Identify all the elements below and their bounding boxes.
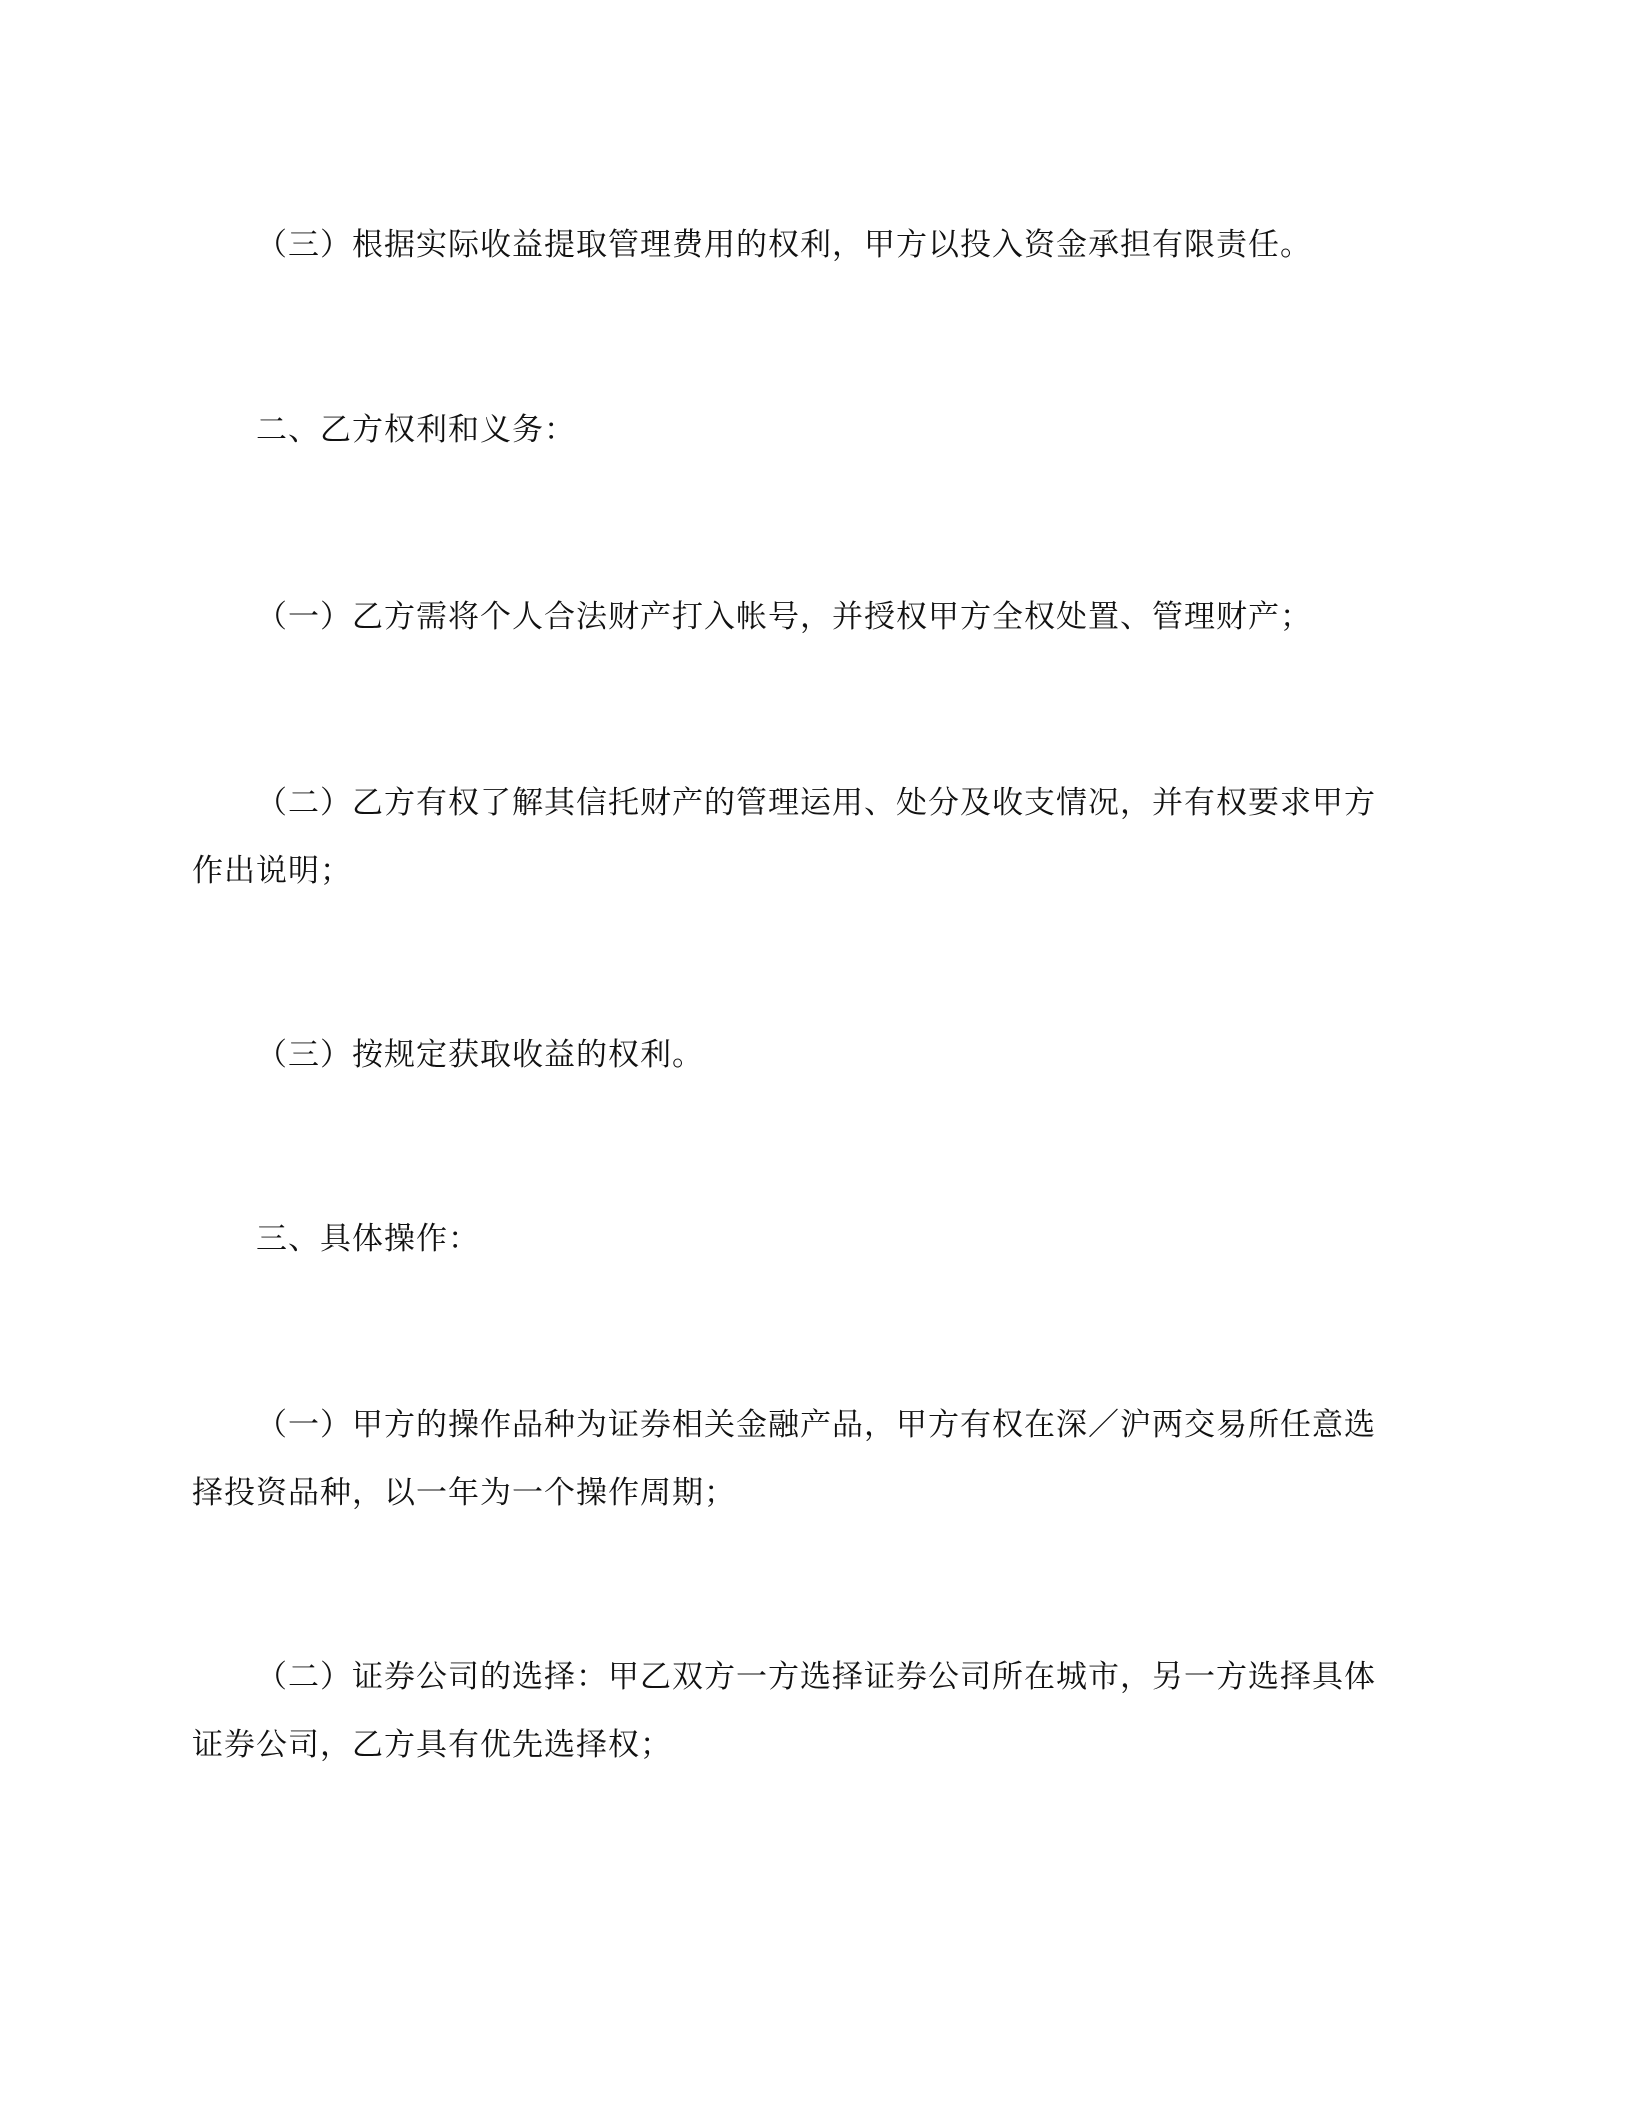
paragraph-management-fee-right: （三）根据实际收益提取管理费用的权利，甲方以投入资金承担有限责任。 [256, 227, 1312, 263]
paragraph-party-b-information-right: （二）乙方有权了解其信托财产的管理运用、处分及收支情况，并有权要求甲方作出说明； [192, 785, 1376, 889]
paragraph-party-b-deposit: （一）乙方需将个人合法财产打入帐号，并授权甲方全权处置、管理财产； [256, 599, 1312, 635]
paragraph-securities-company-selection: （二）证券公司的选择：甲乙双方一方选择证券公司所在城市，另一方选择具体证券公司，乙方具有优先选择权； [192, 1659, 1376, 1763]
section-heading-party-b-rights: 二、乙方权利和义务： [256, 412, 576, 448]
paragraph-operation-products: （一）甲方的操作品种为证券相关金融产品，甲方有权在深／沪两交易所任意选择投资品种，以一年为一个操作周期； [192, 1407, 1376, 1511]
paragraph-party-b-income-right: （三）按规定获取收益的权利。 [256, 1037, 704, 1073]
section-heading-operations: 三、具体操作： [256, 1221, 480, 1257]
